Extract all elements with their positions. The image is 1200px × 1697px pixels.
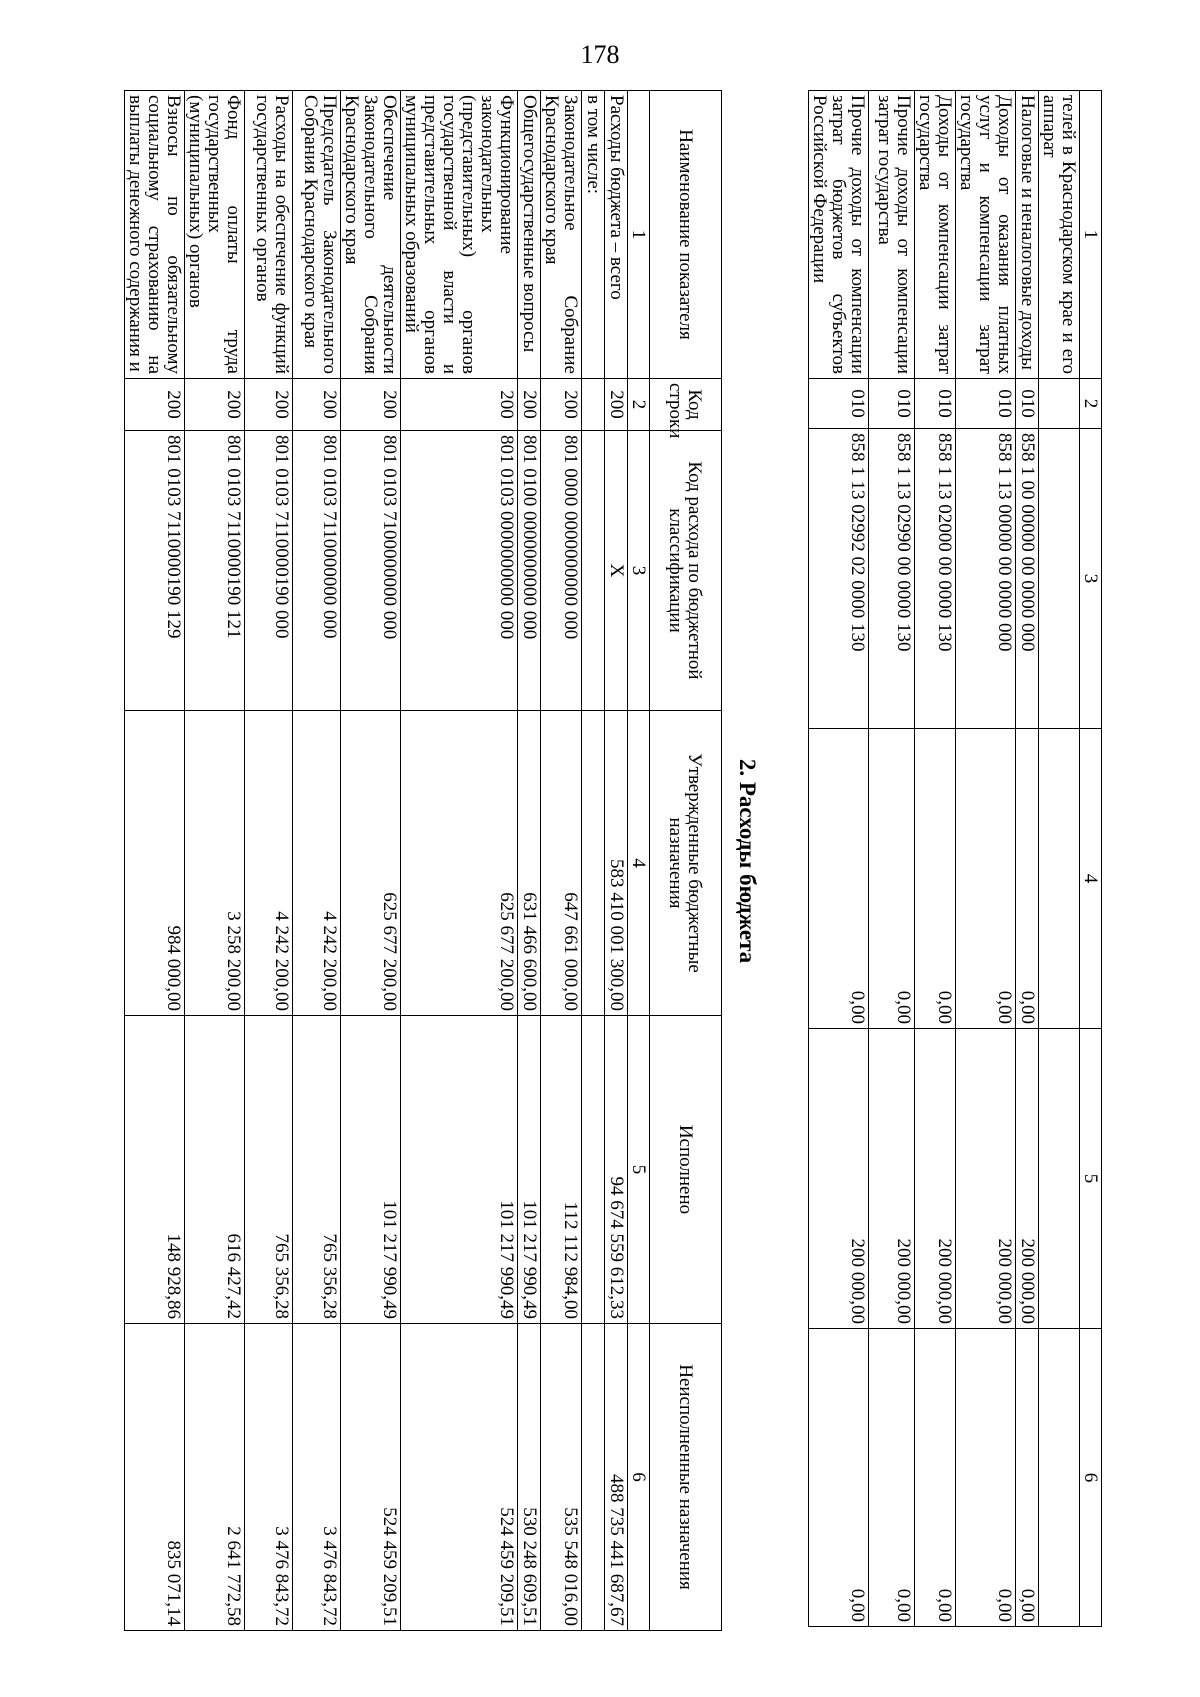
- executed-amount: 765 356,28: [293, 1016, 341, 1324]
- executed-amount: 765 356,28: [245, 1016, 293, 1324]
- unexecuted-amount: 0,00: [956, 1329, 1016, 1627]
- unexecuted-amount: 835 071,14: [125, 1324, 185, 1631]
- table-row: [185, 91, 245, 1631]
- column-number: 2: [1080, 379, 1102, 429]
- indicator-name: Председатель Законодательного Собрания Краснодарского края: [293, 91, 341, 379]
- expenses-table: [124, 90, 722, 1631]
- table-row: [869, 91, 915, 1627]
- header-approved: Утвержденные бюджетные назначения: [650, 711, 722, 1016]
- column-number: 1: [628, 91, 650, 379]
- indicator-name: Прочие доходы от компенсации затрат бюджетов субъектов Российской Федерации: [809, 91, 869, 379]
- indicator-name: Общегосударственные вопросы: [518, 91, 541, 379]
- line-code: 200: [125, 379, 185, 431]
- line-code: 010: [915, 379, 956, 429]
- line-code: 200: [245, 379, 293, 431]
- executed-amount: [582, 1016, 605, 1324]
- budget-code: 801 0000 0000000000 000: [541, 431, 582, 711]
- indicator-name: Обеспечение деятельности Законодательного Собрания Краснодарского края: [341, 91, 401, 379]
- approved-amount: 4 242 200,00: [293, 711, 341, 1016]
- unexecuted-amount: [1039, 1329, 1080, 1627]
- column-number-row: [628, 91, 650, 1631]
- approved-amount: 625 677 200,00: [341, 711, 401, 1016]
- budget-code: 858 1 13 02000 00 0000 130: [915, 429, 956, 729]
- executed-amount: [1039, 1029, 1080, 1329]
- executed-amount: 112 112 984,00: [541, 1016, 582, 1324]
- line-code: 200: [605, 379, 628, 431]
- approved-amount: 0,00: [869, 729, 915, 1029]
- column-number: 6: [1080, 1329, 1102, 1627]
- budget-code: 801 0103 7110000000 000: [293, 431, 341, 711]
- indicator-name: в том числе:: [582, 91, 605, 379]
- column-number: 4: [628, 711, 650, 1016]
- unexecuted-amount: 524 459 209,51: [341, 1324, 401, 1631]
- approved-amount: 0,00: [915, 729, 956, 1029]
- indicator-name: Фонд оплаты труда государственных (муниципальных) органов: [185, 91, 245, 379]
- line-code: 200: [341, 379, 401, 431]
- approved-amount: 0,00: [809, 729, 869, 1029]
- line-code: 010: [956, 379, 1016, 429]
- approved-amount: [582, 711, 605, 1016]
- budget-code: 801 0103 7100000000 000: [341, 431, 401, 711]
- executed-amount: 200 000,00: [869, 1029, 915, 1329]
- executed-amount: 148 928,86: [125, 1016, 185, 1324]
- executed-amount: 200 000,00: [915, 1029, 956, 1329]
- header-indicator-name: Наименование показателя: [650, 91, 722, 379]
- column-number: 4: [1080, 729, 1102, 1029]
- indicator-name: Законодательное Собрание Краснодарского края: [541, 91, 582, 379]
- approved-amount: 4 242 200,00: [245, 711, 293, 1016]
- approved-amount: 583 410 001 300,00: [605, 711, 628, 1016]
- table-row: [809, 91, 869, 1627]
- column-number: 1: [1080, 91, 1102, 379]
- indicator-name: Расходы на обеспечение функций государственных органов: [245, 91, 293, 379]
- line-code: 010: [809, 379, 869, 429]
- column-number: 3: [1080, 429, 1102, 729]
- budget-code: 801 0103 0000000000 000: [401, 431, 518, 711]
- indicator-name: Доходы от оказания платных услуг и компенсации затрат государства: [956, 91, 1016, 379]
- unexecuted-amount: 0,00: [1016, 1329, 1039, 1627]
- column-number: 3: [628, 431, 650, 711]
- line-code: [1039, 379, 1080, 429]
- budget-code: [582, 431, 605, 711]
- header-executed: Исполнено: [650, 1016, 722, 1324]
- unexecuted-amount: 530 248 609,51: [518, 1324, 541, 1631]
- budget-code: 801 0103 7110000190 129: [125, 431, 185, 711]
- column-number: 5: [1080, 1029, 1102, 1329]
- unexecuted-amount: 488 735 441 687,67: [605, 1324, 628, 1631]
- line-code: [582, 379, 605, 431]
- header-budget-code: Код расхода по бюджетной классификации: [650, 431, 722, 711]
- table-row: [605, 91, 628, 1631]
- unexecuted-amount: 524 459 209,51: [401, 1324, 518, 1631]
- budget-code: X: [605, 431, 628, 711]
- approved-amount: 0,00: [1016, 729, 1039, 1029]
- table-row: [1016, 91, 1039, 1627]
- executed-amount: 94 674 559 612,33: [605, 1016, 628, 1324]
- approved-amount: 984 000,00: [125, 711, 185, 1016]
- budget-code: 858 1 13 02990 00 0000 130: [869, 429, 915, 729]
- indicator-name: Функционирование законодательных (представительных) органов государственной власти и представительных органов муниципальных образований: [401, 91, 518, 379]
- income-continuation-table: [808, 90, 1102, 1627]
- indicator-name: Налоговые и неналоговые доходы: [1016, 91, 1039, 379]
- table-row: [915, 91, 956, 1627]
- line-code: 200: [541, 379, 582, 431]
- executed-amount: 101 217 990,49: [518, 1016, 541, 1324]
- unexecuted-amount: 535 548 016,00: [541, 1324, 582, 1631]
- executed-amount: 200 000,00: [809, 1029, 869, 1329]
- line-code: 200: [293, 379, 341, 431]
- table-row: [582, 91, 605, 1631]
- section-title: 2. Расходы бюджета: [735, 758, 760, 964]
- approved-amount: 3 258 200,00: [185, 711, 245, 1016]
- approved-amount: 625 677 200,00: [401, 711, 518, 1016]
- approved-amount: 0,00: [956, 729, 1016, 1029]
- executed-amount: 101 217 990,49: [401, 1016, 518, 1324]
- budget-code: 858 1 00 00000 00 0000 000: [1016, 429, 1039, 729]
- approved-amount: [1039, 729, 1080, 1029]
- indicator-name: Взносы по обязательному социальному страхованию на выплаты денежного содержания и: [125, 91, 185, 379]
- page-number: 178: [580, 40, 620, 69]
- line-code: 010: [1016, 379, 1039, 429]
- budget-code: 801 0100 0000000000 000: [518, 431, 541, 711]
- table-row: [518, 91, 541, 1631]
- unexecuted-amount: 0,00: [809, 1329, 869, 1627]
- table-row: [401, 91, 518, 1631]
- budget-code: 801 0103 7110000190 121: [185, 431, 245, 711]
- budget-code: 858 1 13 00000 00 0000 000: [956, 429, 1016, 729]
- unexecuted-amount: 0,00: [869, 1329, 915, 1627]
- unexecuted-amount: 0,00: [915, 1329, 956, 1627]
- executed-amount: 200 000,00: [1016, 1029, 1039, 1329]
- unexecuted-amount: 3 476 843,72: [245, 1324, 293, 1631]
- table-row: [125, 91, 185, 1631]
- line-code: 010: [869, 379, 915, 429]
- budget-code: [1039, 429, 1080, 729]
- approved-amount: 631 466 600,00: [518, 711, 541, 1016]
- table-row: [956, 91, 1016, 1627]
- table-row: [293, 91, 341, 1631]
- indicator-name: Доходы от компенсации затрат государства: [915, 91, 956, 379]
- budget-code: 858 1 13 02992 02 0000 130: [809, 429, 869, 729]
- header-unexecuted: Неисполненные назначения: [650, 1324, 722, 1631]
- unexecuted-amount: [582, 1324, 605, 1631]
- header-row: [650, 91, 722, 1631]
- indicator-name: Расходы бюджета – всего: [605, 91, 628, 379]
- executed-amount: 616 427,42: [185, 1016, 245, 1324]
- budget-code: 801 0103 7110000190 000: [245, 431, 293, 711]
- unexecuted-amount: 3 476 843,72: [293, 1324, 341, 1631]
- line-code: 200: [185, 379, 245, 431]
- line-code: 200: [401, 379, 518, 431]
- line-code: 200: [518, 379, 541, 431]
- column-number: 6: [628, 1324, 650, 1631]
- approved-amount: 647 661 000,00: [541, 711, 582, 1016]
- table-row: [341, 91, 401, 1631]
- table-row: [541, 91, 582, 1631]
- executed-amount: 101 217 990,49: [341, 1016, 401, 1324]
- column-number: 5: [628, 1016, 650, 1324]
- indicator-name: Прочие доходы от компенсации затрат государства: [869, 91, 915, 379]
- unexecuted-amount: 2 641 772,58: [185, 1324, 245, 1631]
- table-row: [245, 91, 293, 1631]
- rotated-page-content: [125, 86, 1102, 1636]
- indicator-name: телей в Краснодарском крае и его аппарат: [1039, 91, 1080, 379]
- column-number: 2: [628, 379, 650, 431]
- header-line-code: Код строки: [650, 379, 722, 431]
- column-number-row: [1080, 91, 1102, 1627]
- table-row: [1039, 91, 1080, 1627]
- executed-amount: 200 000,00: [956, 1029, 1016, 1329]
